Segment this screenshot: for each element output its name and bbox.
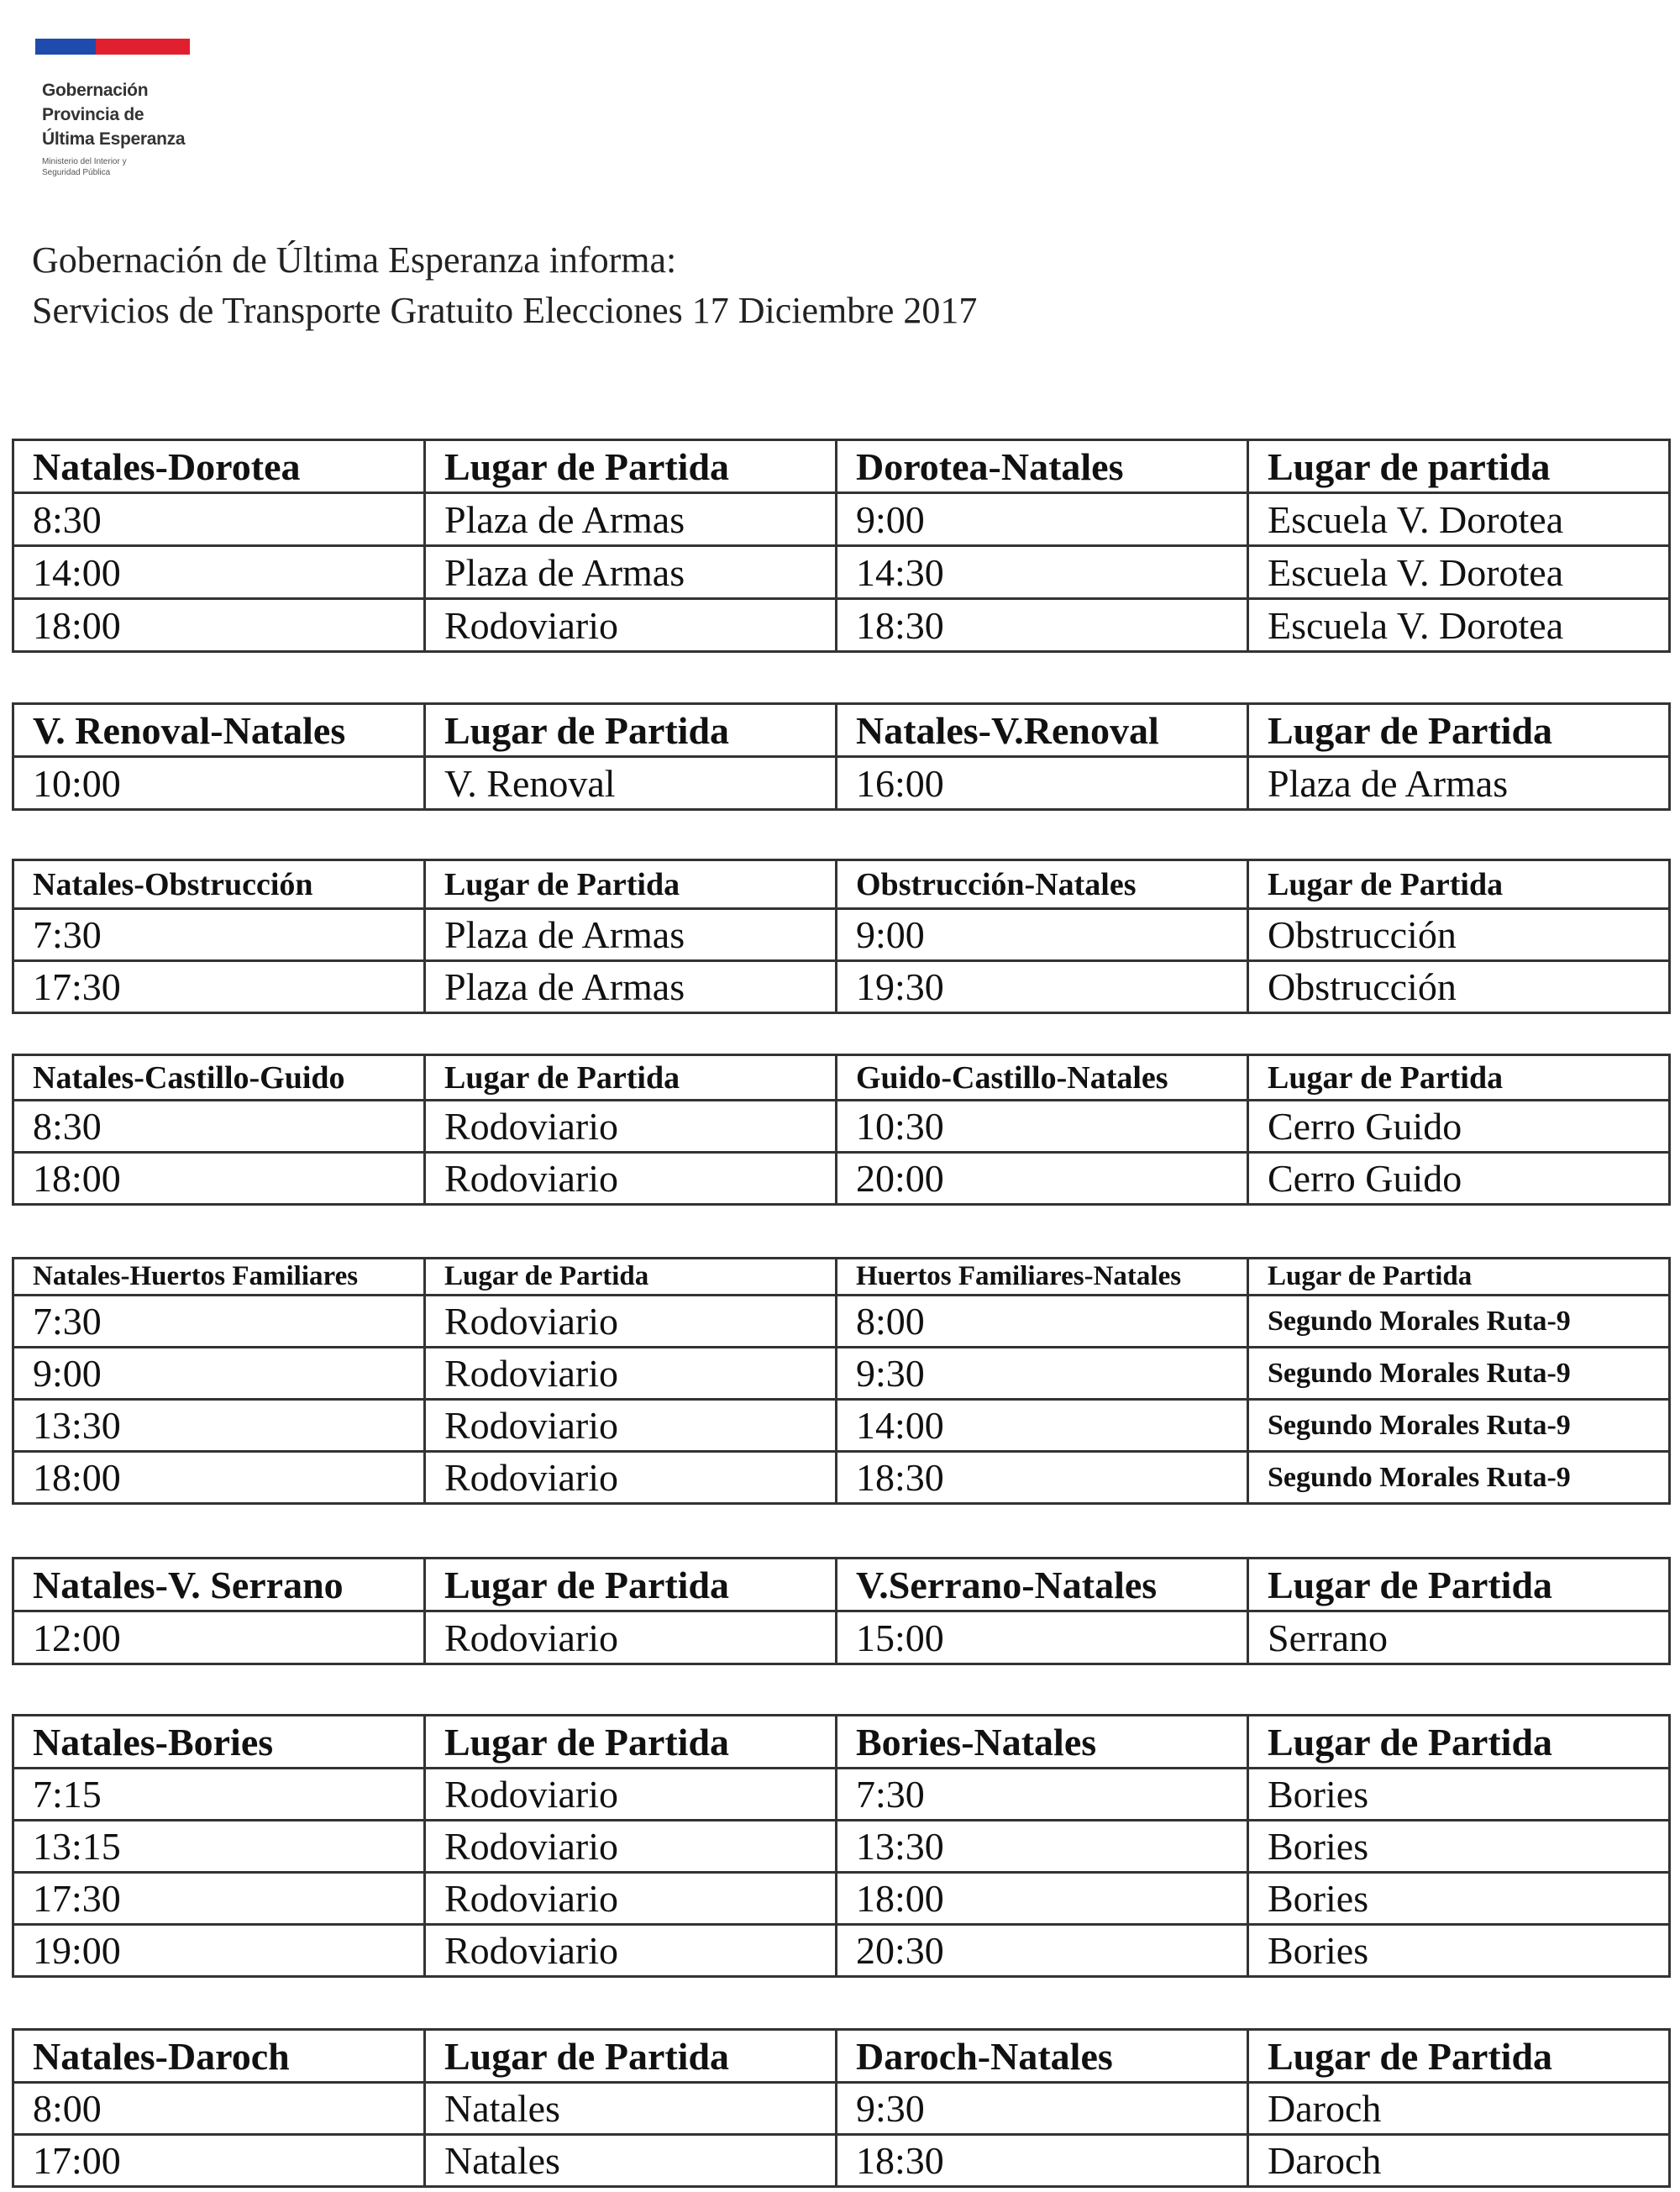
table-cell: Rodoviario	[425, 1611, 837, 1664]
table-cell: Bories	[1248, 1769, 1670, 1821]
table-cell: 17:00	[13, 2135, 425, 2187]
table-cell: 7:30	[13, 1296, 425, 1348]
table-header-row	[13, 860, 1670, 909]
table-cell: Natales	[425, 2083, 837, 2135]
table-row	[13, 961, 1670, 1013]
table-cell: Obstrucción	[1248, 961, 1670, 1013]
table-row	[13, 2083, 1670, 2135]
table-cell: Cerro Guido	[1248, 1153, 1670, 1205]
schedule-table-natales-daroch	[12, 2028, 1671, 2188]
header-cell: Natales-V.Renoval	[837, 704, 1248, 757]
header-cell: Lugar de Partida	[425, 2030, 837, 2083]
header-cell: Lugar de partida	[1248, 440, 1670, 493]
table-row	[13, 1153, 1670, 1205]
table-header-row	[13, 1259, 1670, 1296]
header-cell: Lugar de Partida	[425, 860, 837, 909]
logo-text	[42, 78, 237, 178]
table-cell: 12:00	[13, 1611, 425, 1664]
table-cell: 18:30	[837, 2135, 1248, 2187]
header-cell: Natales-V. Serrano	[13, 1559, 425, 1611]
table-cell: Daroch	[1248, 2083, 1670, 2135]
table-header-row	[13, 1716, 1670, 1769]
logo-sub-2: Seguridad Pública	[42, 168, 111, 177]
header-cell: Lugar de Partida	[1248, 2030, 1670, 2083]
table-cell: Segundo Morales Ruta-9	[1248, 1400, 1670, 1452]
table-cell: Plaza de Armas	[1248, 757, 1670, 810]
table-row	[13, 1769, 1670, 1821]
table-cell: 19:30	[837, 961, 1248, 1013]
schedule-table-natales-bories	[12, 1714, 1671, 1978]
logo-sub-1: Ministerio del Interior y	[42, 157, 127, 166]
table-cell: 9:30	[837, 1348, 1248, 1400]
table-row	[13, 1873, 1670, 1925]
table-cell: 18:00	[13, 1452, 425, 1504]
table-row	[13, 2135, 1670, 2187]
table-row	[13, 1821, 1670, 1873]
header-cell: Lugar de Partida	[425, 704, 837, 757]
header-cell: Lugar de Partida	[425, 1055, 837, 1101]
table-cell: Bories	[1248, 1873, 1670, 1925]
table-cell: 18:00	[13, 599, 425, 652]
table-header-row	[13, 704, 1670, 757]
table-cell: 14:00	[13, 546, 425, 599]
table-cell: Rodoviario	[425, 1821, 837, 1873]
table-cell: 10:00	[13, 757, 425, 810]
table-row	[13, 1400, 1670, 1452]
table-cell: Rodoviario	[425, 1925, 837, 1977]
table-cell: Escuela V. Dorotea	[1248, 493, 1670, 546]
table-cell: Plaza de Armas	[425, 961, 837, 1013]
table-row	[13, 1296, 1670, 1348]
logo-line-2: Provincia de	[42, 105, 144, 124]
header-cell: Huertos Familiares-Natales	[837, 1259, 1248, 1296]
table-cell: 19:00	[13, 1925, 425, 1977]
heading-line-1: Gobernación de Última Esperanza informa:	[32, 239, 677, 281]
table-cell: 17:30	[13, 1873, 425, 1925]
table-cell: Serrano	[1248, 1611, 1670, 1664]
table-cell: 18:00	[837, 1873, 1248, 1925]
table-header-row	[13, 1055, 1670, 1101]
table-row	[13, 1101, 1670, 1153]
table-cell: Rodoviario	[425, 1769, 837, 1821]
table-cell: 14:30	[837, 546, 1248, 599]
table-cell: 16:00	[837, 757, 1248, 810]
table-cell: 14:00	[837, 1400, 1248, 1452]
flag-bar	[35, 39, 190, 55]
header-cell: Bories-Natales	[837, 1716, 1248, 1769]
table-cell: 7:30	[837, 1769, 1248, 1821]
table-cell: Bories	[1248, 1925, 1670, 1977]
table-header-row	[13, 2030, 1670, 2083]
table-cell: Bories	[1248, 1821, 1670, 1873]
table-cell: 7:30	[13, 909, 425, 961]
header-cell: Lugar de Partida	[1248, 1259, 1670, 1296]
table-row	[13, 493, 1670, 546]
flag-bar-blue	[35, 39, 96, 55]
header-cell: Lugar de Partida	[425, 1716, 837, 1769]
table-cell: 8:00	[13, 2083, 425, 2135]
table-cell: 8:00	[837, 1296, 1248, 1348]
table-cell: Daroch	[1248, 2135, 1670, 2187]
table-row	[13, 909, 1670, 961]
government-logo	[35, 39, 237, 178]
table-cell: Plaza de Armas	[425, 909, 837, 961]
table-cell: Plaza de Armas	[425, 546, 837, 599]
table-cell: 8:30	[13, 1101, 425, 1153]
table-cell: Rodoviario	[425, 1400, 837, 1452]
header-cell: Natales-Castillo-Guido	[13, 1055, 425, 1101]
table-row	[13, 1925, 1670, 1977]
table-cell: V. Renoval	[425, 757, 837, 810]
flag-bar-red	[96, 39, 190, 55]
table-cell: 18:00	[13, 1153, 425, 1205]
table-row	[13, 599, 1670, 652]
table-cell: Natales	[425, 2135, 837, 2187]
table-cell: 10:30	[837, 1101, 1248, 1153]
schedule-table-renoval-natales	[12, 702, 1671, 811]
table-row	[13, 1348, 1670, 1400]
schedule-table-natales-obstruccion	[12, 859, 1671, 1014]
page-heading	[32, 235, 977, 336]
table-row	[13, 1452, 1670, 1504]
table-cell: Rodoviario	[425, 599, 837, 652]
header-cell: Natales-Dorotea	[13, 440, 425, 493]
table-cell: Rodoviario	[425, 1348, 837, 1400]
logo-line-3: Última Esperanza	[42, 129, 186, 149]
table-cell: 17:30	[13, 961, 425, 1013]
table-cell: 8:30	[13, 493, 425, 546]
table-cell: Rodoviario	[425, 1296, 837, 1348]
header-cell: Lugar de Partida	[425, 1259, 837, 1296]
table-cell: 20:30	[837, 1925, 1248, 1977]
table-cell: 18:30	[837, 599, 1248, 652]
header-cell: Natales-Daroch	[13, 2030, 425, 2083]
header-cell: Obstrucción-Natales	[837, 860, 1248, 909]
table-header-row	[13, 440, 1670, 493]
table-cell: 9:00	[837, 909, 1248, 961]
table-cell: Segundo Morales Ruta-9	[1248, 1348, 1670, 1400]
header-cell: Lugar de Partida	[1248, 1716, 1670, 1769]
schedule-table-natales-huertos-familiares	[12, 1257, 1671, 1505]
table-cell: Plaza de Armas	[425, 493, 837, 546]
header-cell: Lugar de Partida	[1248, 1559, 1670, 1611]
logo-line-1: Gobernación	[42, 81, 149, 100]
schedule-table-natales-serrano	[12, 1557, 1671, 1665]
table-row	[13, 1611, 1670, 1664]
table-cell: Rodoviario	[425, 1101, 837, 1153]
table-cell: Rodoviario	[425, 1452, 837, 1504]
table-cell: Segundo Morales Ruta-9	[1248, 1296, 1670, 1348]
table-header-row	[13, 1559, 1670, 1611]
table-row	[13, 546, 1670, 599]
table-cell: Rodoviario	[425, 1153, 837, 1205]
header-cell: Natales-Huertos Familiares	[13, 1259, 425, 1296]
table-cell: 13:30	[13, 1400, 425, 1452]
table-cell: 18:30	[837, 1452, 1248, 1504]
table-cell: 15:00	[837, 1611, 1248, 1664]
header-cell: V. Renoval-Natales	[13, 704, 425, 757]
header-cell: Natales-Obstrucción	[13, 860, 425, 909]
table-cell: 13:15	[13, 1821, 425, 1873]
heading-line-2: Servicios de Transporte Gratuito Elecciones 17 Diciembre 2017	[32, 290, 978, 331]
table-cell: 13:30	[837, 1821, 1248, 1873]
table-cell: 9:00	[13, 1348, 425, 1400]
schedule-table-natales-castillo-guido	[12, 1054, 1671, 1206]
table-cell: 9:00	[837, 493, 1248, 546]
header-cell: Lugar de Partida	[1248, 704, 1670, 757]
table-cell: Obstrucción	[1248, 909, 1670, 961]
table-row	[13, 757, 1670, 810]
header-cell: Lugar de Partida	[1248, 1055, 1670, 1101]
table-cell: Escuela V. Dorotea	[1248, 599, 1670, 652]
table-cell: Cerro Guido	[1248, 1101, 1670, 1153]
table-cell: Rodoviario	[425, 1873, 837, 1925]
schedule-table-natales-dorotea	[12, 439, 1671, 653]
header-cell: Natales-Bories	[13, 1716, 425, 1769]
header-cell: Daroch-Natales	[837, 2030, 1248, 2083]
header-cell: Dorotea-Natales	[837, 440, 1248, 493]
header-cell: Lugar de Partida	[425, 440, 837, 493]
header-cell: Guido-Castillo-Natales	[837, 1055, 1248, 1101]
table-cell: Escuela V. Dorotea	[1248, 546, 1670, 599]
table-cell: 9:30	[837, 2083, 1248, 2135]
table-cell: 20:00	[837, 1153, 1248, 1205]
header-cell: Lugar de Partida	[425, 1559, 837, 1611]
header-cell: Lugar de Partida	[1248, 860, 1670, 909]
header-cell: V.Serrano-Natales	[837, 1559, 1248, 1611]
table-cell: Segundo Morales Ruta-9	[1248, 1452, 1670, 1504]
table-cell: 7:15	[13, 1769, 425, 1821]
